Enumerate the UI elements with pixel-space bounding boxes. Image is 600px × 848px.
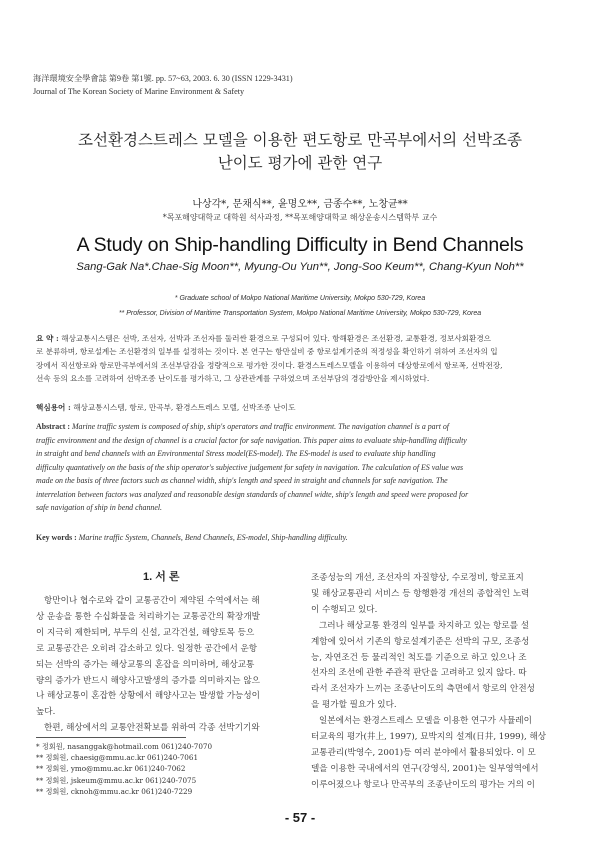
right-col-line: 라서 조선자가 느끼는 조종난이도의 측면에서 항로의 안전성	[311, 684, 535, 695]
title-kr-line2: 난이도 평가에 관한 연구	[217, 154, 383, 172]
right-col-line: 터교육의 평가(井上, 1997), 묘박지의 설계(日井, 1999), 해상	[311, 732, 547, 743]
footnote-item: ** 정회원, jskeum@mmu.ac.kr 061)240-7075	[36, 775, 197, 785]
abstract-en-line3: in straight and bend channels with an Environmental Stress model(ES-model). The ES-model is used to evaluate ship handling	[36, 449, 436, 458]
footnote-item: ** 정회원, ymo@mmu.ac.kr 061)240-7062	[36, 764, 186, 774]
left-col-line: 항만이나 협수로와 같이 교통공간이 제약된 수역에서는 해	[44, 596, 260, 606]
keywords-en-label: Key words :	[36, 533, 77, 542]
abstract-en-line7: safe navigation of ship in bend channel.	[36, 503, 163, 512]
footnote-rule	[36, 737, 186, 738]
authors-kr: 나상각*, 문채식**, 윤명오**, 금종수**, 노창균**	[192, 199, 408, 210]
abstract-en-line4: difficulty quantatively on the basis of the ship operator's subjective judgement for safety in navigation. The calculation of ES value was	[36, 462, 464, 472]
left-col-line: 되는 선박의 증가는 해상교통의 혼잡을 의미하며, 해상교통	[36, 659, 255, 670]
authors-en: Sang-Gak Na*.Chae-Sig Moon**, Myung-Ou Yun**, Jong-Soo Keum**, Chang-Kyun Noh**	[76, 261, 524, 273]
left-col-line: 한편, 해상에서의 교통안전확보를 위하여 각종 선박기기와	[44, 723, 260, 734]
abstract-kr-line3: 장에서 직선항로와 항로만곡부에서의 조선부담감을 정량적으로 평가한 것이다. 환경스트레스모델을 이용하여 대상항로에서 항로폭, 선박전장,	[36, 360, 503, 370]
left-column	[36, 594, 298, 737]
abstract-kr-line4: 선속 등의 요소를 고려하여 선박조종 난이도를 평가하고, 그 상관관계를 구하였으며 조선부담의 경감방안을 제시하였다.	[36, 374, 430, 384]
left-col-line: 량의 증가가 반드시 해양사고발생의 증가를 의미하지는 않으	[36, 675, 260, 686]
keywords-kr-text: 해상교통시스템, 항로, 만곡부, 환경스트레스 모델, 선박조종 난이도	[73, 403, 296, 412]
journal-header-kr: 海洋環境安全學會誌 第9卷 第1號. pp. 57~63, 2003. 6. 30 (ISSN 1229-3431)	[33, 74, 293, 83]
right-column	[311, 571, 566, 794]
abstract-kr	[36, 332, 566, 386]
right-col-line: 을 평가할 필요가 있다.	[311, 700, 397, 711]
page-number: - 57 -	[284, 810, 316, 825]
abstract-en-line5: made on the basis of three factors such as channel width, ship's length and speed in straight and channels for safe navigation. The	[36, 476, 448, 485]
right-col-line: 능, 자연조건 등 물리적인 척도를 기준으로 하고 있으나 조	[311, 652, 527, 663]
affiliation-en-line1: * Graduate school of Mokpo National Maritime University, Mokpo 530-729, Korea	[174, 295, 426, 302]
footnotes	[36, 741, 298, 797]
affiliation-en-line2: ** Professor, Division of Maritime Transportation System, Mokpo National Maritime University, Mokpo 530-729, Korea	[118, 310, 482, 317]
abstract-kr-line1: 해상교통시스템은 선박, 조선자, 선박과 조선자를 둘러싼 환경으로 구성되어 있다. 항해환경은 조선환경, 교통환경, 정보사회환경으	[61, 334, 492, 343]
abstract-kr-line2: 로 분류하며, 항로설계는 조선환경의 일부를 설정하는 것이다. 본 연구는 항만실비 중 항로설계기준의 적정성을 확인하기 위하여 조선자의 입	[36, 347, 498, 357]
abstract-en-line2: traffic environment and the design of channel is a crucial factor for safe navigation. This paper aims to evaluate ship-handling difficulty	[36, 435, 467, 445]
title-kr-line1: 조선환경스트레스 모델을 이용한 편도항로 만곡부에서의 선박조종	[78, 131, 522, 149]
abstract-kr-label: 요 약 :	[36, 334, 59, 343]
left-col-line: 로 교통공간은 오히려 감소하고 있다. 일정한 공간에서 운항	[36, 643, 258, 654]
footnote-item: ** 정회원, cknoh@mmu.ac.kr 061)240-7229	[36, 786, 193, 796]
keywords-en	[36, 531, 566, 545]
right-col-line: 계함에 있어서 기존의 항로설계기준은 선박의 규모, 조종성	[311, 636, 530, 647]
right-col-line: 일본에서는 환경스트레스 모델을 이용한 연구가 사뮬레이	[319, 716, 532, 727]
right-col-line: 선자의 조선에 관한 주관적 판단을 고려하고 있지 않다. 따	[311, 668, 527, 679]
right-col-line: 이 수행되고 있다.	[311, 604, 378, 615]
keywords-en-text: Marine traffic System, Channels, Bend Channels, ES-model, Ship-handling difficulty.	[78, 533, 348, 542]
keywords-kr-label: 핵심용어 :	[36, 403, 71, 412]
right-col-line: 이루어졌으나 항로나 만곡부의 조종난이도의 평가는 거의 이	[311, 779, 535, 790]
abstract-en-line6: interrelation between factors was analyzed and reasonable design standards of channel widte, ship's length and speed were proposed for	[36, 489, 469, 499]
abstract-en-label: Abstract :	[36, 422, 70, 431]
footnote-item: * 정회원, nasanggak@hotmail.com 061)240-7070	[36, 742, 213, 751]
title-en: A Study on Ship-handling Difficulty in Bend Channels	[76, 234, 524, 256]
right-col-line: 교통관리(박영수, 2001)등 여러 분야에서 활용되었다. 이 모	[311, 747, 536, 758]
affiliation-kr: *목포해양대학교 대학원 석사과정, **목포해양대학교 해상운송시스템학부 교수	[162, 213, 438, 222]
journal-header-en: Journal of The Korean Society of Marine Environment & Safety	[33, 87, 245, 96]
right-col-line: 조종성능의 개선, 조선자의 자질향상, 수로정비, 항로표지	[311, 573, 524, 583]
right-col-line: 및 해상교통관리 서비스 등 항행환경 개선의 종합적인 노력	[311, 588, 530, 599]
left-col-line: 나 해상교통이 혼잡한 상황에서 해양사고는 발생할 가능성이	[36, 691, 260, 702]
right-col-line: 델을 이용한 국내에서의 연구(강영식, 2001)는 일부영역에서	[311, 763, 539, 774]
abstract-en-line1: Marine traffic system is composed of ship, ship's operators and traffic environment. The navigation channel is a part of	[71, 422, 450, 431]
right-col-line: 그러나 해상교통 환경의 일부를 차지하고 있는 항로를 설	[319, 620, 530, 631]
abstract-en	[36, 420, 566, 515]
keywords-kr	[36, 401, 566, 414]
section-1-heading: 1. 서 론	[143, 571, 180, 583]
left-col-line: 이 지극히 제한되며, 부두의 신설, 교각건설, 해양토목 등으	[36, 627, 255, 638]
footnote-item: ** 정회원, chaesig@mmu.ac.kr 061)240-7061	[36, 753, 199, 763]
left-col-line: 상 운송을 통한 수십화물을 처리하기는 교통공간의 확장개발	[36, 611, 260, 622]
left-col-line: 높다.	[36, 707, 56, 718]
